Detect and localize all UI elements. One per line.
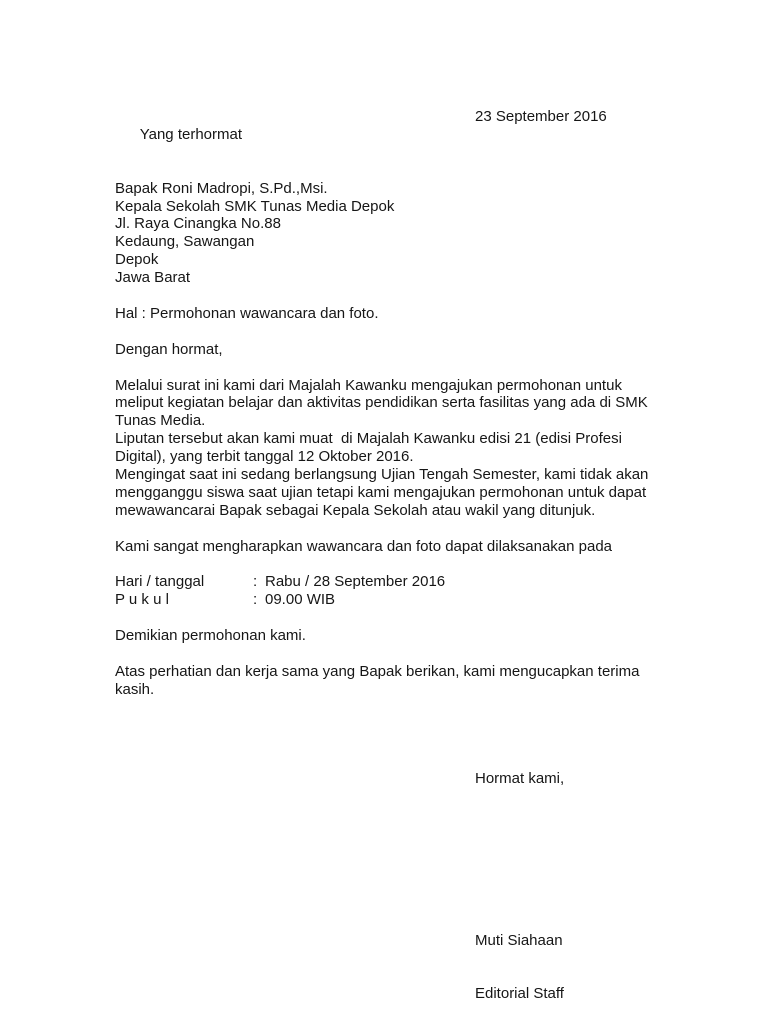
thanks-paragraph bbox=[115, 663, 735, 699]
text-line: Depok bbox=[115, 251, 159, 269]
spacer bbox=[115, 287, 735, 305]
schedule-time-label: P u k u l bbox=[115, 591, 169, 609]
text-line: Digital), yang terbit tanggal 12 Oktober 2016. bbox=[115, 448, 414, 466]
signature-name: Muti Siahaan bbox=[475, 931, 563, 949]
schedule-time-value: 09.00 WIB bbox=[265, 591, 336, 609]
request-line: Kami sangat mengharapkan wawancara dan foto dapat dilaksanakan pada bbox=[115, 537, 613, 555]
spacer bbox=[115, 323, 735, 341]
text-line: Atas perhatian dan kerja sama yang Bapak berikan, kami mengucapkan terima bbox=[115, 662, 640, 680]
text-line: Tunas Media. bbox=[115, 412, 206, 430]
signature-block bbox=[475, 735, 735, 1024]
signature-greeting: Hormat kami, bbox=[475, 770, 565, 788]
schedule-time-colon: : bbox=[253, 591, 258, 609]
spacer bbox=[115, 645, 735, 663]
spacer bbox=[475, 878, 735, 896]
text-line: Jawa Barat bbox=[115, 269, 191, 287]
schedule-row-date bbox=[115, 573, 735, 591]
recipient-salutation: Yang terhormat bbox=[139, 125, 243, 143]
letter-content bbox=[115, 108, 735, 1024]
text-line: Kedaung, Sawangan bbox=[115, 233, 255, 251]
recipient-block bbox=[115, 180, 735, 287]
schedule-date-colon: : bbox=[253, 573, 258, 591]
text-line: Liputan tersebut akan kami muat di Majalah Kawanku edisi 21 (edisi Profesi bbox=[115, 430, 622, 448]
text-line: meliput kegiatan belajar dan aktivitas pendidikan serta fasilitas yang ada di SMK bbox=[115, 394, 648, 412]
letter-date: 23 September 2016 bbox=[475, 108, 607, 125]
spacer bbox=[115, 359, 735, 377]
text-line: Bapak Roni Madropi, S.Pd.,Msi. bbox=[115, 179, 328, 197]
text-line: mengganggu siswa saat ujian tetapi kami mengajukan permohonan untuk dapat bbox=[115, 483, 647, 501]
spacer bbox=[115, 609, 735, 627]
spacer bbox=[115, 556, 735, 574]
text-line: Mengingat saat ini sedang berlangsung Ujian Tengah Semester, kami tidak akan bbox=[115, 466, 649, 484]
recipient-date-row bbox=[115, 108, 735, 180]
text-line: mewawancarai Bapak sebagai Kepala Sekolah atau wakil yang ditunjuk. bbox=[115, 501, 596, 519]
text-line: Melalui surat ini kami dari Majalah Kawanku mengajukan permohonan untuk bbox=[115, 376, 622, 394]
schedule-row-time bbox=[115, 591, 735, 609]
spacer bbox=[115, 699, 735, 717]
body-paragraph bbox=[115, 377, 735, 520]
text-line: Kepala Sekolah SMK Tunas Media Depok bbox=[115, 197, 395, 215]
schedule-date-label: Hari / tanggal bbox=[115, 573, 205, 591]
closing-line: Demikian permohonan kami. bbox=[115, 627, 306, 645]
spacer bbox=[115, 717, 735, 735]
spacer bbox=[115, 520, 735, 538]
schedule-date-value: Rabu / 28 September 2016 bbox=[265, 573, 446, 591]
salutation-line: Dengan hormat, bbox=[115, 340, 223, 358]
subject-line: Hal : Permohonan wawancara dan foto. bbox=[115, 304, 379, 322]
signature-title: Editorial Staff bbox=[475, 985, 564, 1003]
text-line: Jl. Raya Cinangka No.88 bbox=[115, 215, 281, 233]
spacer bbox=[475, 824, 735, 842]
text-line: kasih. bbox=[115, 680, 155, 698]
